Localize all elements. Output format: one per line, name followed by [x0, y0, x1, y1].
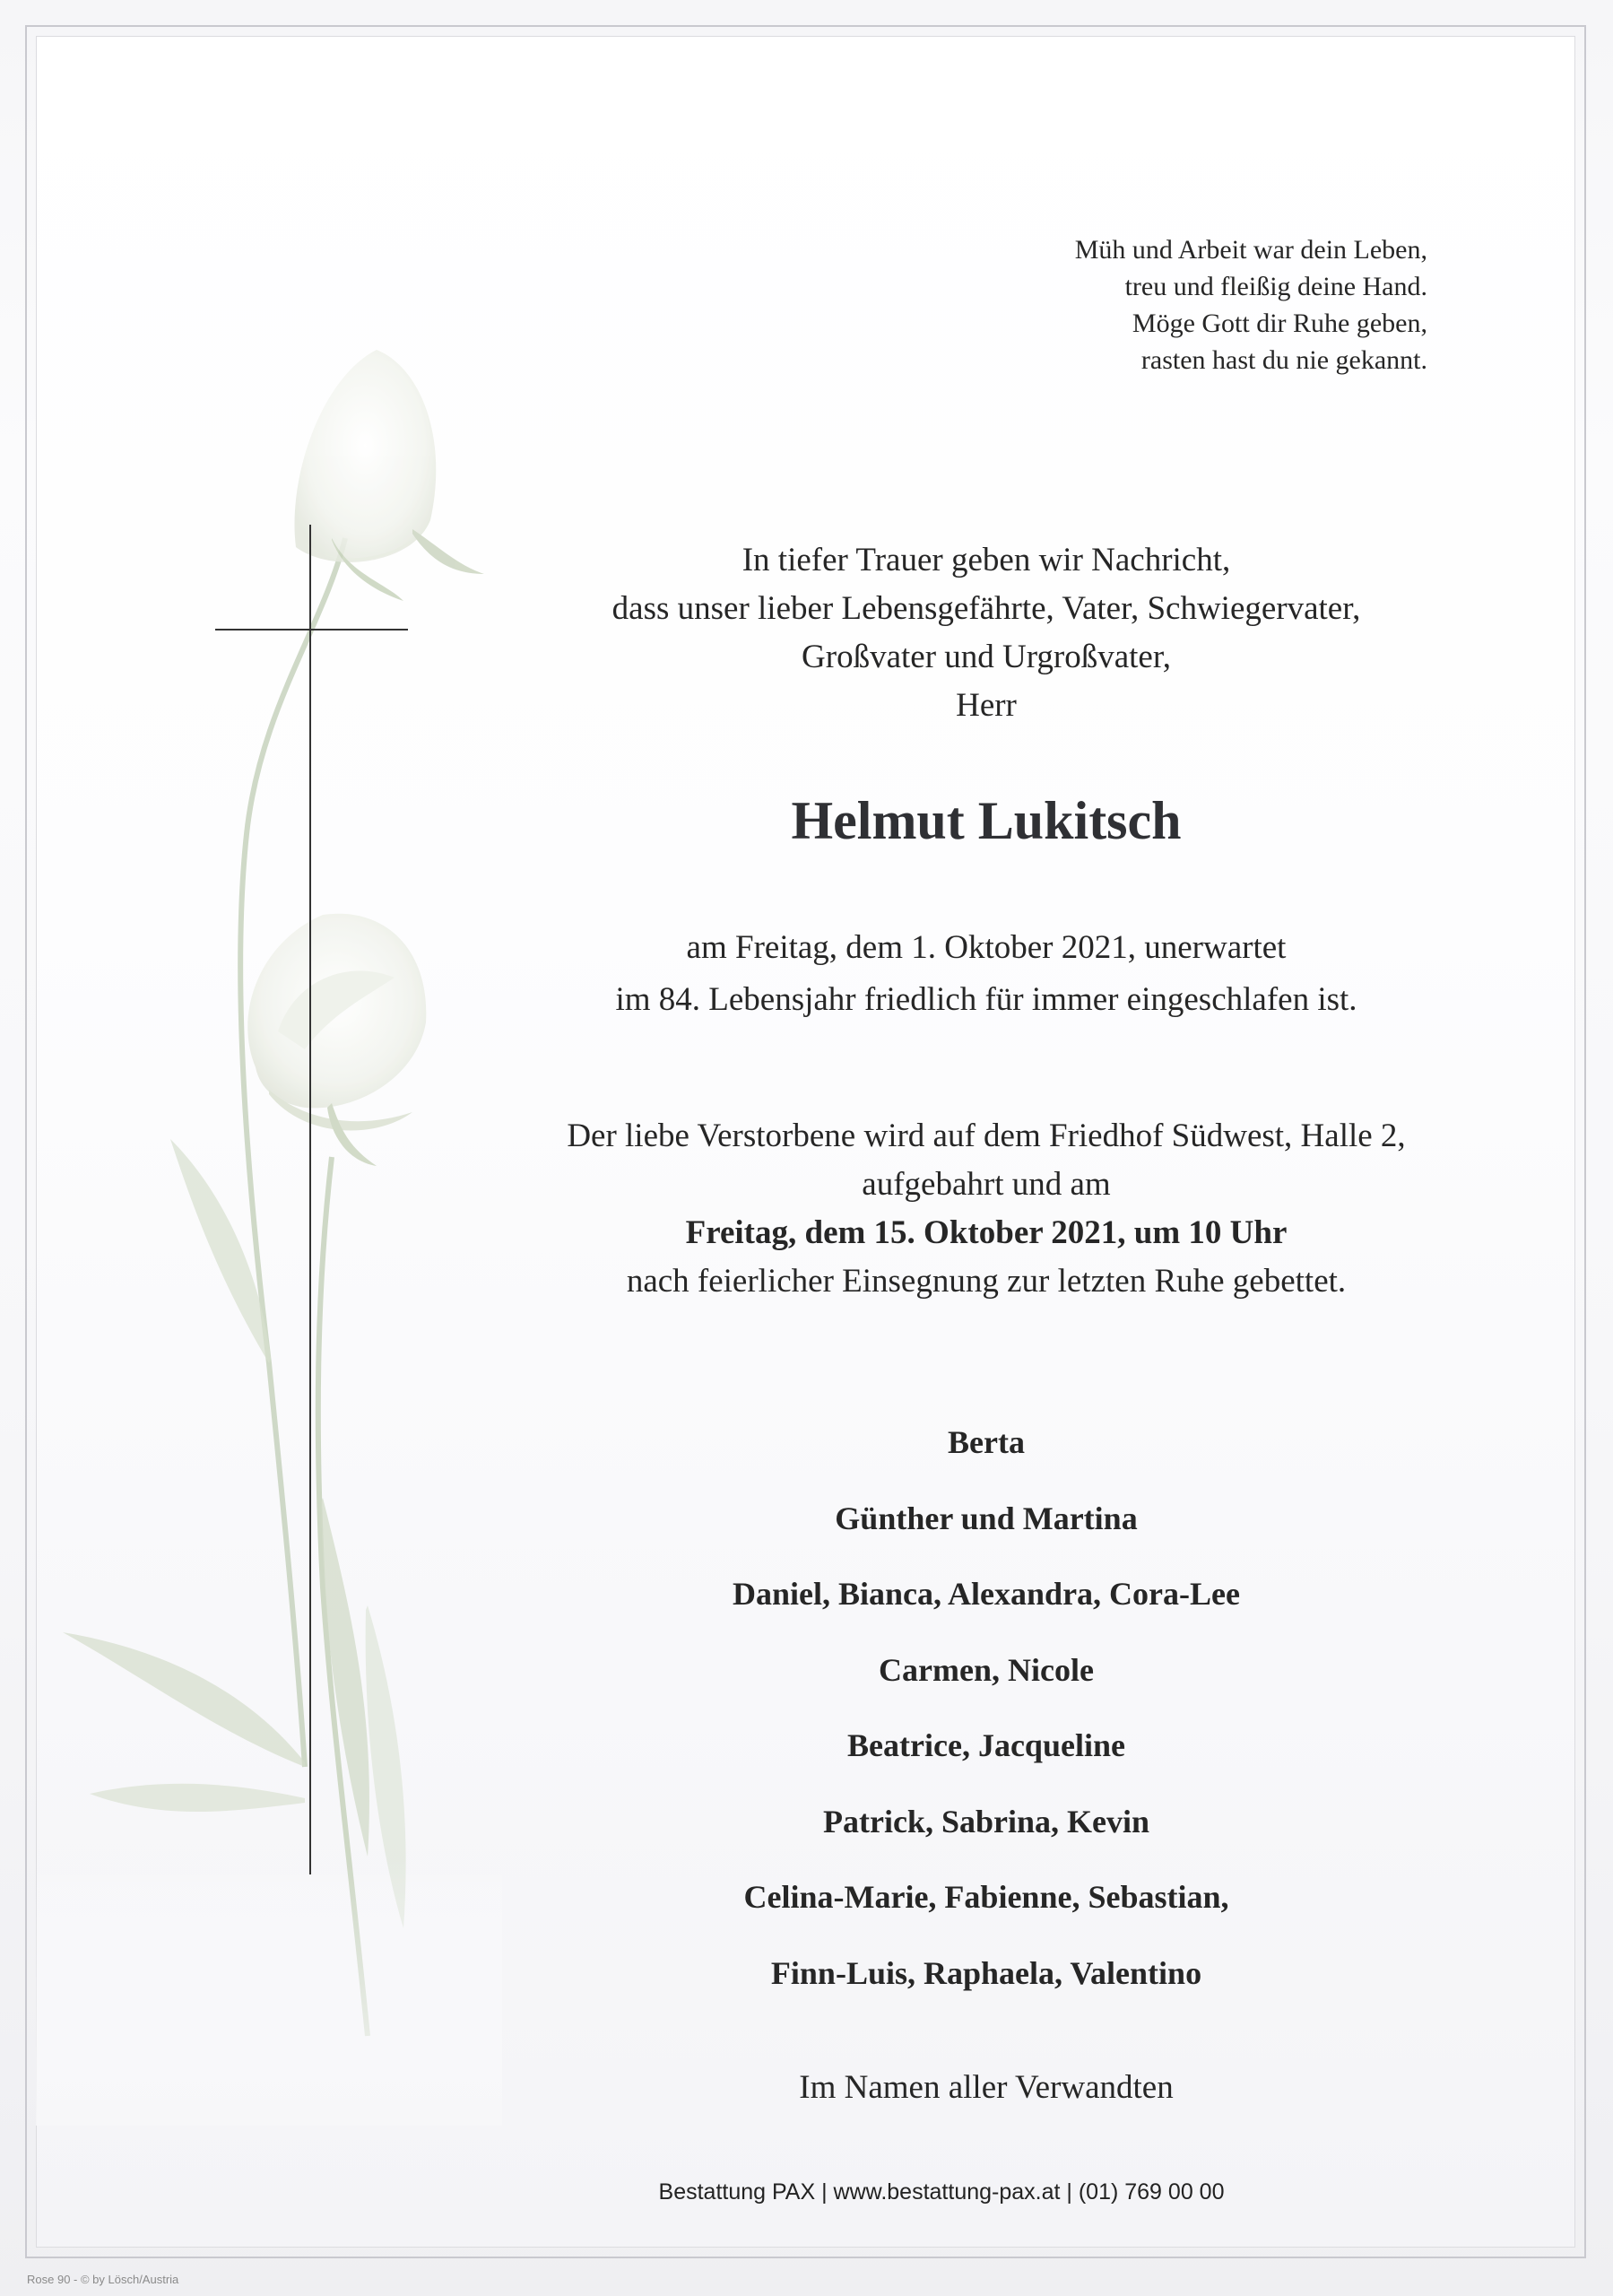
mourner-entry: Günther und Martina	[835, 1500, 1138, 1536]
cross-horizontal-bar	[215, 629, 408, 631]
mourner-entry: Berta	[948, 1424, 1025, 1460]
funeral-burial: nach feierlicher Einsegnung zur letzten Ruhe gebettet.	[626, 1263, 1347, 1300]
intro-line: Herr	[956, 687, 1017, 724]
white-rose-illustration	[36, 332, 502, 2126]
mourner-entry: Celina-Marie, Fabienne, Sebastian,	[743, 1879, 1229, 1915]
funeral-location: Der liebe Verstorbene wird auf dem Friedhof Südwest, Halle 2,	[567, 1118, 1406, 1154]
funeral-details	[448, 1112, 1524, 1306]
intro-line: dass unser lieber Lebensgefährte, Vater, Schwiegervater,	[611, 590, 1361, 627]
mourner-entry: Finn-Luis, Raphaela, Valentino	[770, 1954, 1202, 1991]
mourner-entry: Carmen, Nicole	[879, 1651, 1094, 1688]
funeral-date: Freitag, dem 15. Oktober 2021, um 10 Uhr	[685, 1214, 1288, 1251]
cross-vertical-bar	[309, 525, 311, 1874]
death-notice-line: im 84. Lebensjahr friedlich für immer eingeschlafen ist.	[615, 981, 1357, 1018]
intro-text	[448, 536, 1524, 730]
intro-line: In tiefer Trauer geben wir Nachricht,	[741, 542, 1231, 578]
closing-line: Im Namen aller Verwandten	[799, 2069, 1174, 2106]
poem	[800, 231, 1427, 378]
mourner-entry: Daniel, Bianca, Alexandra, Cora-Lee	[733, 1576, 1240, 1612]
mourners-list	[448, 1405, 1524, 2011]
mourner-entry: Beatrice, Jacqueline	[847, 1727, 1125, 1763]
deceased-name: Helmut Lukitsch	[791, 791, 1182, 850]
intro-line: Großvater und Urgroßvater,	[802, 639, 1171, 675]
poem-line: Müh und Arbeit war dein Leben,	[1074, 235, 1427, 265]
image-credit: Rose 90 - © by Lösch/Austria	[27, 2273, 179, 2286]
poem-line: treu und fleißig deine Hand.	[1124, 272, 1427, 301]
poem-line: Möge Gott dir Ruhe geben,	[1132, 309, 1427, 338]
death-notice-line: am Freitag, dem 1. Oktober 2021, unerwartet	[686, 929, 1287, 966]
funeral-home-footer: Bestattung PAX | www.bestattung-pax.at | (01) 769 00 00	[658, 2179, 1225, 2205]
mourner-entry: Patrick, Sabrina, Kevin	[822, 1803, 1149, 1839]
funeral-laid-out: aufgebahrt und am	[862, 1166, 1111, 1203]
death-notice	[448, 922, 1524, 1026]
poem-line: rasten hast du nie gekannt.	[1140, 345, 1427, 375]
